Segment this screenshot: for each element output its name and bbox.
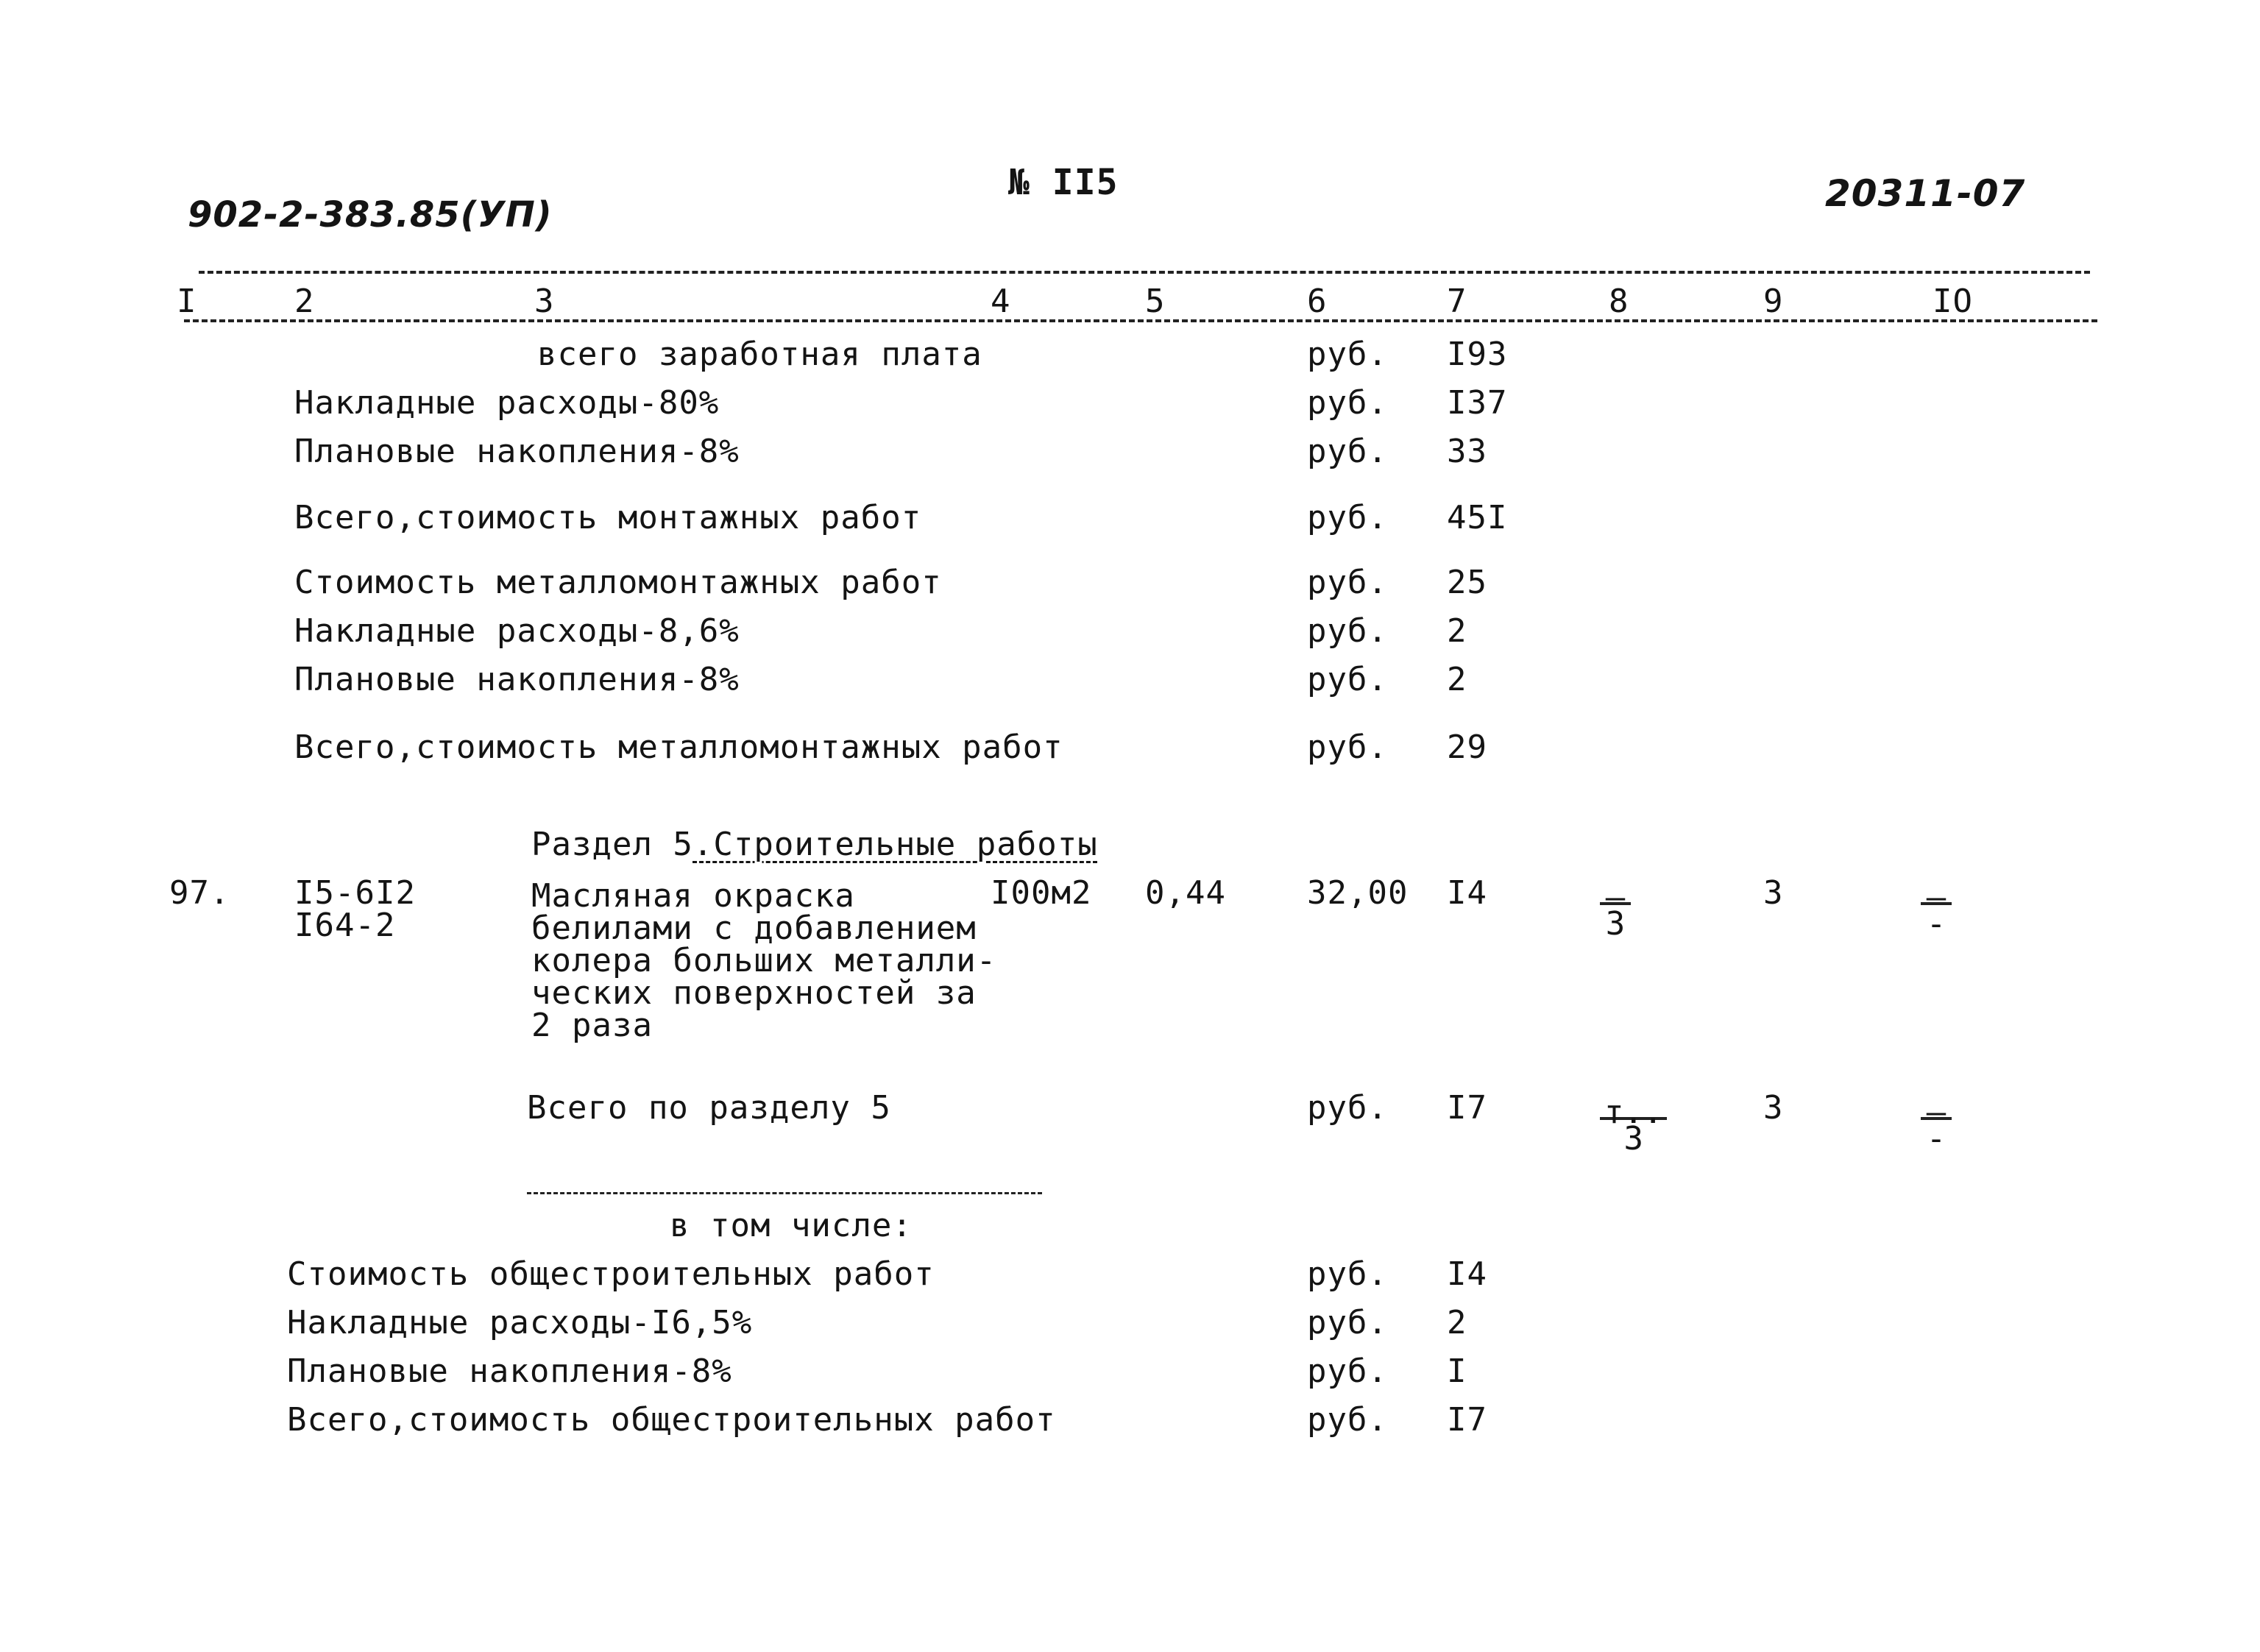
- summary-unit: руб.: [1307, 433, 1388, 470]
- summary-value: 2: [1447, 1304, 1467, 1341]
- item-unit-price: 32,00: [1307, 874, 1409, 912]
- summary-value: I93: [1447, 336, 1508, 373]
- summary-label: Накладные расходы-80%: [294, 384, 720, 422]
- section-prefix: Раздел 5: [531, 826, 693, 863]
- section-total-col10-numerator: –: [1921, 1096, 1952, 1120]
- header-rule-bottom: [184, 319, 2097, 322]
- summary-value: 25: [1447, 564, 1487, 601]
- column-header-8: 8: [1609, 283, 1629, 320]
- summary-label: Плановые накопления-8%: [294, 433, 740, 470]
- column-header-3: 3: [534, 283, 555, 320]
- summary-unit: руб.: [1307, 661, 1388, 698]
- item-col8-fraction: [1600, 879, 1631, 943]
- item-total: I4: [1447, 874, 1487, 912]
- summary-label: Всего,стоимость металломонтажных работ: [294, 728, 1063, 766]
- summary-unit: руб.: [1307, 728, 1388, 766]
- summary-value: 2: [1447, 612, 1467, 650]
- page-number: № II5: [1008, 162, 1119, 203]
- summary-label: Накладные расходы-I6,5%: [287, 1304, 753, 1341]
- summary-value: 2: [1447, 661, 1467, 698]
- summary-unit: руб.: [1307, 336, 1388, 373]
- section-total-label: Всего по разделу 5: [527, 1089, 891, 1127]
- summary-label: Плановые накопления-8%: [287, 1353, 732, 1390]
- summary-value: 29: [1447, 728, 1487, 766]
- summary-label: всего заработная плата: [537, 336, 982, 373]
- item-code-1: I5-6I2: [294, 874, 416, 912]
- column-header-2: 2: [294, 283, 315, 320]
- summary-value: 45I: [1447, 499, 1508, 536]
- section-title: .Строительные работы: [692, 826, 1098, 863]
- summary-value: I37: [1447, 384, 1508, 422]
- summary-unit: руб.: [1307, 499, 1388, 536]
- summary-unit: руб.: [1307, 612, 1388, 650]
- column-header-4: 4: [991, 283, 1011, 320]
- item-number: 97.: [169, 874, 230, 912]
- section-total-col9: 3: [1763, 1089, 1784, 1127]
- summary-unit: руб.: [1307, 1353, 1388, 1390]
- summary-value: I4: [1447, 1255, 1487, 1293]
- item-col10-fraction: [1921, 879, 1952, 943]
- section-total-unit: руб.: [1307, 1089, 1388, 1127]
- separator-line: [527, 1192, 1042, 1194]
- item-col8-denominator: 3: [1605, 905, 1626, 943]
- summary-value: I: [1447, 1353, 1467, 1390]
- summary-label: Стоимость металломонтажных работ: [294, 564, 942, 601]
- summary-unit: руб.: [1307, 1304, 1388, 1341]
- including-label: в том числе:: [670, 1207, 913, 1244]
- summary-unit: руб.: [1307, 1255, 1388, 1293]
- summary-label: Всего,стоимость общестроительных работ: [287, 1401, 1056, 1439]
- item-col10-numerator: –: [1921, 882, 1952, 905]
- item-unit: I00м2: [991, 874, 1092, 912]
- column-header-9: 9: [1763, 283, 1784, 320]
- item-col9: 3: [1763, 874, 1784, 912]
- section-total-col10-denominator: -: [1926, 1120, 1946, 1158]
- column-header-7: 7: [1447, 283, 1467, 320]
- summary-value: I7: [1447, 1401, 1487, 1439]
- item-code-2: I64-2: [294, 907, 396, 944]
- header-rule-top: [199, 271, 2090, 274]
- column-header-5: 5: [1145, 283, 1166, 320]
- section-total-col10-fraction: [1921, 1093, 1952, 1158]
- summary-label: Всего,стоимость монтажных работ: [294, 499, 922, 536]
- section-total-col8-numerator: т..: [1600, 1096, 1667, 1120]
- column-header-10: IO: [1933, 283, 1973, 320]
- summary-value: 33: [1447, 433, 1487, 470]
- column-header-6: 6: [1307, 283, 1328, 320]
- document-code: 902-2-383.85(УП): [188, 194, 553, 235]
- album-code: 20311-07: [1825, 172, 2026, 215]
- summary-label: Плановые накопления-8%: [294, 661, 740, 698]
- item-col8-numerator: –: [1600, 882, 1631, 905]
- summary-unit: руб.: [1307, 384, 1388, 422]
- section-total-col8-denominator: 3: [1623, 1120, 1643, 1158]
- column-header-1: I: [177, 283, 197, 320]
- item-description: Масляная окраска белилами с добавлением колера больших металли- ческих поверхностей за 2 раза: [531, 877, 997, 1044]
- section-total-value: I7: [1447, 1089, 1487, 1127]
- summary-unit: руб.: [1307, 564, 1388, 601]
- section-total-col8-fraction: [1600, 1093, 1667, 1158]
- summary-label: Накладные расходы-8,6%: [294, 612, 740, 650]
- section-heading: [531, 826, 1098, 863]
- summary-label: Стоимость общестроительных работ: [287, 1255, 935, 1293]
- item-quantity: 0,44: [1145, 874, 1226, 912]
- item-col10-denominator: -: [1926, 905, 1946, 943]
- summary-unit: руб.: [1307, 1401, 1388, 1439]
